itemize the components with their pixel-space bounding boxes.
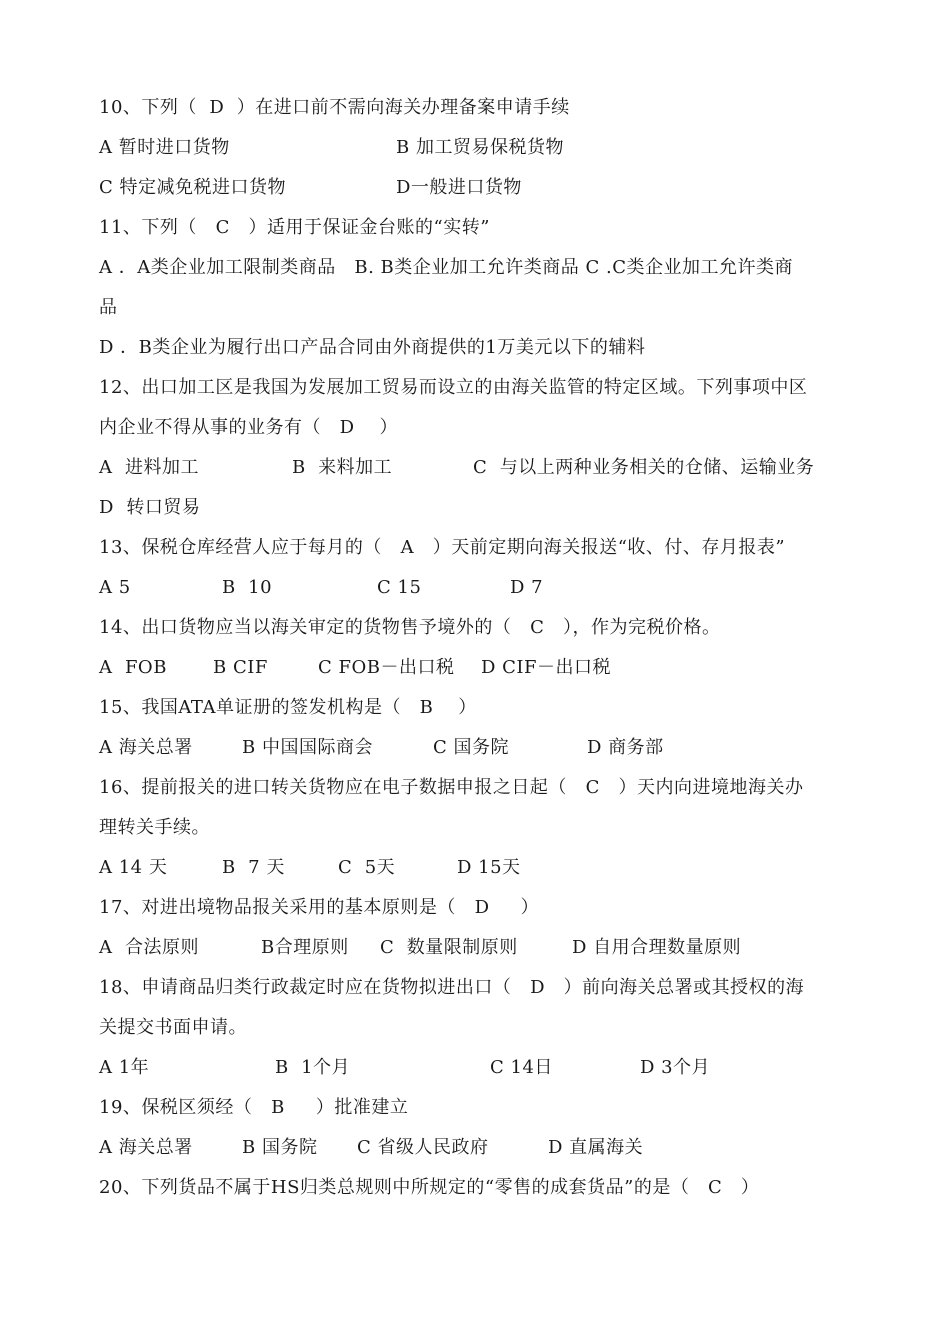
question-15-option-d: D 商务部 [587,737,664,758]
question-19-option-c: C 省级人民政府 [357,1137,489,1158]
question-13-option-c: C 15 [377,577,422,598]
question-17-option-b: B合理原则 [261,937,349,958]
question-11-option-d: D ．B类企业为履行出口产品合同由外商提供的1万美元以下的辅料 [99,337,646,358]
question-19-option-b: B 国务院 [242,1137,318,1158]
question-19-stem: 19、保税区须经（ B ）批准建立 [99,1097,409,1118]
question-17-option-d: D 自用合理数量原则 [572,937,742,958]
question-11-options-line1: A ．A类企业加工限制类商品 B. B类企业加工允许类商品 C .C类企业加工允许类商 [99,257,793,278]
question-13-stem: 13、保税仓库经营人应于每月的（ A ）天前定期向海关报送“收、付、存月报表” [99,537,786,558]
question-17-option-c: C 数量限制原则 [380,937,518,958]
question-17-option-a: A 合法原则 [99,937,199,958]
question-16-option-c: C 5天 [338,857,396,878]
question-10-option-d: D一般进口货物 [396,177,522,198]
question-12-option-c: C 与以上两种业务相关的仓储、运输业务 [473,457,815,478]
question-12-stem-line1: 12、出口加工区是我国为发展加工贸易而设立的由海关监管的特定区域。下列事项中区 [99,377,808,398]
question-16-stem-line2: 理转关手续。 [99,817,210,838]
question-18-option-b: B 1个月 [275,1057,351,1078]
question-11-stem: 11、下列（ C ）适用于保证金台账的“实转” [99,217,490,238]
question-14-stem: 14、出口货物应当以海关审定的货物售予境外的（ C ），作为完税价格。 [99,617,721,638]
question-16-stem-line1: 16、提前报关的进口转关货物应在电子数据申报之日起（ C ）天内向进境地海关办 [99,777,804,798]
question-18-stem-line1: 18、申请商品归类行政裁定时应在货物拟进出口（ D ）前向海关总署或其授权的海 [99,977,805,998]
question-15-option-b: B 中国国际商会 [242,737,373,758]
question-10-option-c: C 特定减免税进口货物 [99,177,286,198]
question-20-stem: 20、下列货品不属于HS归类总规则中所规定的“零售的成套货品”的是（ C ） [99,1177,760,1198]
question-13-option-a: A 5 [99,577,131,598]
question-18-option-d: D 3个月 [640,1057,711,1078]
question-12-option-a: A 进料加工 [99,457,199,478]
question-10-option-b: B 加工贸易保税货物 [396,137,564,158]
question-19-option-d: D 直属海关 [548,1137,644,1158]
question-15-option-a: A 海关总署 [99,737,193,758]
question-16-option-a: A 14 天 [99,857,168,878]
question-19-option-a: A 海关总署 [99,1137,193,1158]
question-18-option-a: A 1年 [99,1057,150,1078]
question-10-stem: 10、下列（ D ）在进口前不需向海关办理备案申请手续 [99,97,570,118]
question-13-option-d: D 7 [510,577,544,598]
question-10-option-a: A 暂时进口货物 [99,137,230,158]
question-12-option-d: D 转口贸易 [99,497,201,518]
question-12-option-b: B 来料加工 [292,457,393,478]
question-15-option-c: C 国务院 [433,737,509,758]
question-14-option-b: B CIF [213,657,268,678]
question-17-stem: 17、对进出境物品报关采用的基本原则是（ D ） [99,897,540,918]
question-14-option-d: D CIF－出口税 [481,657,612,678]
question-13-option-b: B 10 [222,577,273,598]
question-15-stem: 15、我国ATA单证册的签发机构是（ B ） [99,697,477,718]
question-11-options-line2: 品 [99,297,118,318]
question-14-option-a: A FOB [99,657,167,678]
question-18-stem-line2: 关提交书面申请。 [99,1017,247,1038]
question-18-option-c: C 14日 [490,1057,553,1078]
question-14-option-c: C FOB－出口税 [318,657,455,678]
question-12-stem-line2: 内企业不得从事的业务有（ D ） [99,417,398,438]
question-16-option-d: D 15天 [457,857,521,878]
question-16-option-b: B 7 天 [222,857,285,878]
